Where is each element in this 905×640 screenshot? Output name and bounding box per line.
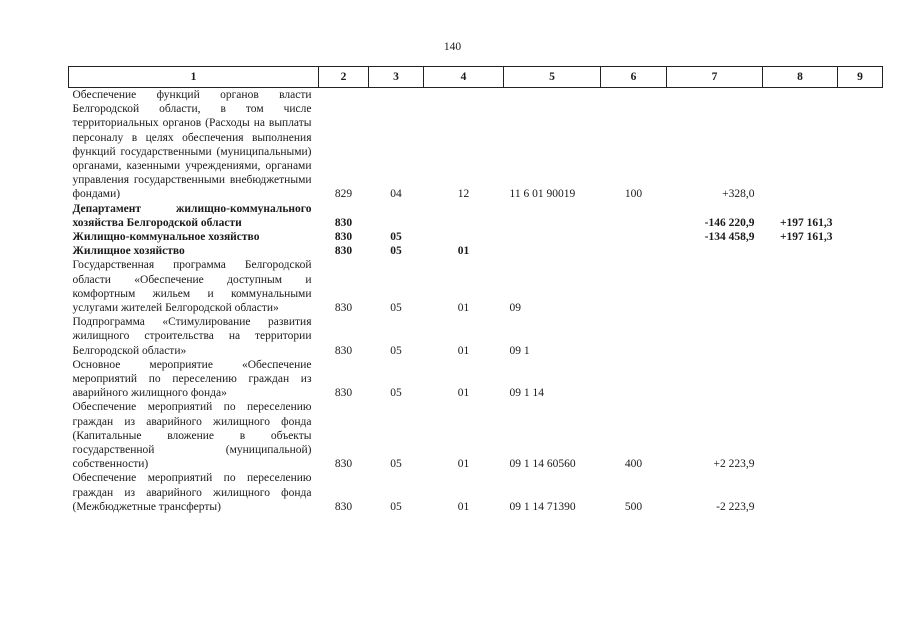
table-row	[69, 315, 883, 358]
row-col-8: +197 161,3	[779, 231, 833, 244]
row-description: Обеспечение мероприятий по переселению граждан из аварийного жилищного фонда (Межбюджетные трансферты)	[72, 472, 312, 513]
table-row	[69, 230, 883, 244]
row-col-5	[504, 244, 601, 258]
row-col-6: 500	[624, 500, 643, 513]
table-row	[69, 400, 883, 471]
header-col-1: 1	[69, 67, 319, 88]
row-col-7	[667, 358, 763, 401]
row-description: Обеспечение мероприятий по переселению граждан из аварийного жилищного фонда (Капитальные вложение в объекты государственной (муниципальной) собственности)	[72, 401, 312, 471]
row-col-2: 830	[334, 245, 353, 258]
page-number: 140	[443, 41, 462, 53]
row-col-6	[601, 258, 667, 315]
budget-table	[68, 66, 883, 514]
row-col-5: 09 1 14 60560	[509, 458, 576, 471]
row-col-8	[763, 471, 838, 514]
table-row	[69, 202, 883, 230]
table-row	[69, 358, 883, 401]
row-col-5: 09	[509, 302, 521, 315]
row-col-9	[838, 230, 883, 244]
row-col-8: +197 161,3	[779, 216, 833, 229]
row-col-3: 05	[390, 231, 402, 244]
row-col-6: 400	[624, 458, 643, 471]
row-col-9	[838, 471, 883, 514]
table-header-row	[69, 67, 883, 88]
header-col-7: 7	[667, 67, 763, 88]
row-col-9	[838, 400, 883, 471]
row-col-6	[601, 230, 667, 244]
row-col-6	[601, 244, 667, 258]
row-col-3: 05	[390, 387, 402, 400]
row-col-5: 11 6 01 90019	[509, 188, 576, 201]
row-col-2: 830	[334, 216, 353, 229]
row-col-7: -2 223,9	[716, 500, 755, 513]
row-col-2: 830	[334, 458, 353, 471]
table-row	[69, 244, 883, 258]
row-description: Обеспечение функций органов власти Белгородской области, в том числе территориальных органов (Расходы на выплаты персоналу в целях обеспечения выполнения функций государственными (муниципальными) органами, казенными учреждениями, органами управления государственными внебюджетными фондами)	[72, 89, 312, 201]
row-col-5	[504, 202, 601, 230]
row-col-2: 830	[334, 231, 353, 244]
row-col-8	[763, 258, 838, 315]
row-col-7	[667, 315, 763, 358]
row-col-8	[763, 358, 838, 401]
row-col-2: 830	[334, 344, 353, 357]
header-col-9: 9	[838, 67, 883, 88]
row-col-6	[601, 315, 667, 358]
row-col-8	[763, 244, 838, 258]
row-col-2: 830	[334, 500, 353, 513]
row-col-2: 830	[334, 302, 353, 315]
header-col-8: 8	[763, 67, 838, 88]
row-col-9	[838, 244, 883, 258]
header-col-3: 3	[369, 67, 424, 88]
row-description: Департамент жилищно-коммунального хозяйства Белгородской области	[72, 202, 312, 229]
row-col-4: 01	[457, 458, 470, 471]
header-col-2: 2	[319, 67, 369, 88]
row-col-4: 01	[457, 387, 470, 400]
row-col-2: 830	[334, 387, 353, 400]
row-col-3: 05	[390, 344, 402, 357]
row-description: Жилищно-коммунальное хозяйство	[72, 231, 260, 244]
table-body	[69, 88, 883, 515]
row-col-4: 01	[457, 344, 470, 357]
row-col-6	[601, 202, 667, 230]
row-description: Государственная программа Белгородской области «Обеспечение доступным и комфортным жильем и коммунальными услугами жителей Белгородской области»	[72, 259, 312, 315]
row-col-9	[838, 358, 883, 401]
row-col-3	[369, 202, 424, 230]
row-col-5: 09 1 14	[509, 387, 544, 400]
row-col-3: 04	[390, 188, 402, 201]
row-col-4: 01	[457, 500, 470, 513]
row-col-7: -146 220,9	[704, 216, 755, 229]
row-description: Основное мероприятие «Обеспечение мероприятий по переселению граждан из аварийного жилищного фонда»	[72, 358, 312, 400]
row-col-3: 05	[390, 245, 402, 258]
row-col-5: 09 1 14 71390	[509, 500, 576, 513]
row-col-4: 01	[457, 245, 470, 258]
row-col-7: -134 458,9	[704, 231, 755, 244]
row-col-5	[504, 230, 601, 244]
row-col-3: 05	[390, 302, 402, 315]
table-row	[69, 258, 883, 315]
row-col-7	[667, 258, 763, 315]
header-col-6: 6	[601, 67, 667, 88]
row-col-7: +328,0	[722, 188, 755, 201]
row-col-2: 829	[334, 188, 353, 201]
row-col-8	[763, 400, 838, 471]
row-col-6	[601, 358, 667, 401]
row-col-9	[838, 315, 883, 358]
row-col-9	[838, 258, 883, 315]
row-col-8	[763, 315, 838, 358]
row-col-7: +2 223,9	[713, 458, 755, 471]
row-col-4	[424, 230, 504, 244]
row-description: Подпрограмма «Стимулирование развития жилищного строительства на территории Белгородской области»	[72, 316, 312, 357]
row-col-6: 100	[624, 188, 643, 201]
row-col-7	[667, 244, 763, 258]
row-col-9	[838, 88, 883, 202]
row-col-4	[424, 202, 504, 230]
row-col-3: 05	[390, 500, 402, 513]
header-col-5: 5	[504, 67, 601, 88]
row-col-3: 05	[390, 458, 402, 471]
row-col-4: 01	[457, 302, 470, 315]
row-col-8	[763, 88, 838, 202]
row-col-5: 09 1	[509, 344, 530, 357]
row-col-9	[838, 202, 883, 230]
row-col-4: 12	[457, 188, 470, 201]
table-row	[69, 471, 883, 514]
header-col-4: 4	[424, 67, 504, 88]
row-description: Жилищное хозяйство	[72, 245, 185, 258]
table-row	[69, 88, 883, 202]
